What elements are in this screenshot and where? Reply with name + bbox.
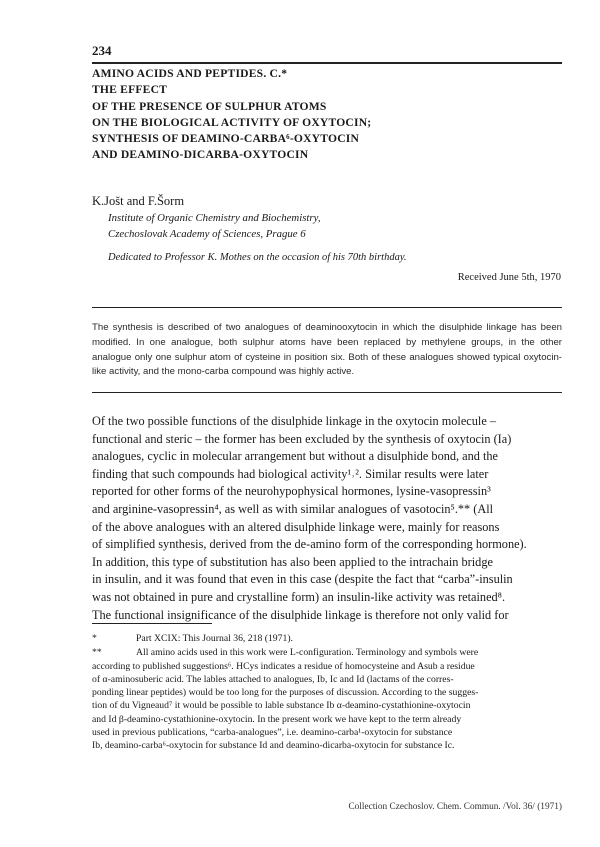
footnote-rule bbox=[92, 623, 212, 624]
abstract-top-rule bbox=[92, 307, 562, 308]
footnote-line: Part XCIX: This Journal 36, 218 (1971). bbox=[136, 633, 293, 644]
dedication: Dedicated to Professor K. Mothes on the occasion of his 70th birthday. bbox=[108, 252, 407, 263]
institution-line: Czechoslovak Academy of Sciences, Prague 6 bbox=[108, 228, 306, 240]
footnote-line: of α-aminosuberic acid. The lables attached to analogues, Ib, Ic and Id (lactams of the corres- bbox=[92, 673, 454, 685]
footnote-line: ponding linear peptides) would be too long for the purposes of discussion. According to the sugges- bbox=[92, 687, 479, 699]
title-line: SYNTHESIS OF DEAMINO-CARBA⁶-OXYTOCIN bbox=[92, 132, 360, 146]
body-line: functional and steric – the former has been excluded by the synthesis of oxytocin (Ia) bbox=[92, 431, 512, 446]
title-line: AND DEAMINO-DICARBA-OXYTOCIN bbox=[92, 148, 309, 162]
body-line: of simplified synthesis, derived from the de-amino form of the corresponding hormone). bbox=[92, 537, 527, 552]
footnote-line: Ib, deamino-carba⁶-oxytocin for substance Id and deamino-dicarba-oxytocin for substance Ic. bbox=[92, 740, 455, 752]
footnote bbox=[92, 632, 562, 645]
footnote-marker: * bbox=[92, 633, 97, 644]
authors: K.Jošt and F.Šorm bbox=[92, 194, 185, 208]
body-line: reported for other forms of the neurohypophysical hormones, lysine-vasopressin³ bbox=[92, 484, 491, 499]
institution bbox=[108, 210, 321, 242]
header-rule bbox=[92, 62, 562, 64]
body-line: in insulin, and it was found that even in this case (despite the fact that “carba”-insulin bbox=[92, 572, 513, 587]
body-line: analogues, cyclic in molecular arrangement but without a disulphide bond, and the bbox=[92, 449, 499, 464]
body-text bbox=[92, 413, 562, 624]
footnote-line: according to published suggestions⁶. HCys indicates a residue of homocysteine and Asub a residue bbox=[92, 660, 475, 672]
journal-footer: Collection Czechoslov. Chem. Commun. /Vol. 36/ (1971) bbox=[348, 802, 562, 812]
body-line: The functional insignificance of the disulphide linkage is therefore not only valid for bbox=[92, 607, 509, 622]
footnote-marker: ** bbox=[92, 647, 102, 659]
footnote-line: and Id β-deamino-cystathionine-oxytocin. In the present work we have kept to the term already bbox=[92, 713, 462, 725]
body-line: and arginine-vasopressin⁴, as well as with similar analogues of vasotocin⁵.** (All bbox=[92, 501, 494, 516]
footnote-line: All amino acids used in this work were L-configuration. Terminology and symbols were bbox=[136, 647, 479, 659]
footnote-line: tion of du Vigneaud⁷ it would be possible to lable substance Ib α-deamino-cystathionine-oxytocin bbox=[92, 700, 471, 712]
footnotes bbox=[92, 632, 562, 754]
article-title bbox=[92, 66, 562, 164]
body-line: was not obtained in pure and crystalline form) an insulin-like activity was retained⁸. bbox=[92, 589, 506, 604]
body-line: of the above analogues with an altered disulphide linkage were, mainly for reasons bbox=[92, 519, 500, 534]
received-date: Received June 5th, 1970 bbox=[457, 272, 561, 283]
abstract-bottom-rule bbox=[92, 392, 562, 393]
page-number: 234 bbox=[92, 43, 112, 58]
footnote-line: used in previous publications, “carba-analogues”, i.e. deamino-carba¹-oxytocin for substance bbox=[92, 727, 453, 739]
body-line: Of the two possible functions of the disulphide linkage in the oxytocin molecule – bbox=[92, 414, 497, 428]
institution-line: Institute of Organic Chemistry and Biochemistry, bbox=[108, 212, 321, 224]
title-line: OF THE PRESENCE OF SULPHUR ATOMS bbox=[92, 99, 327, 113]
title-line: AMINO ACIDS AND PEPTIDES. C.* bbox=[92, 67, 288, 80]
body-line: In addition, this type of substitution has also been applied to the intrachain bridge bbox=[92, 554, 493, 569]
title-line: THE EFFECT bbox=[92, 83, 168, 97]
abstract: The synthesis is described of two analogues of deaminooxytocin in which the disulphide linkage has been modified. In one analogue, both sulphur atoms have been replaced by methylene groups, in the other analogue only one sulphur atom of cysteine in position six. Both of these analogues showed typical oxytocin-like activity, and the mono-carba compound was highly active. bbox=[92, 322, 562, 378]
body-line: finding that such compounds had biological activity¹˒². Similar results were later bbox=[92, 466, 489, 481]
footnote bbox=[92, 646, 562, 752]
title-line: ON THE BIOLOGICAL ACTIVITY OF OXYTOCIN; bbox=[92, 115, 372, 129]
